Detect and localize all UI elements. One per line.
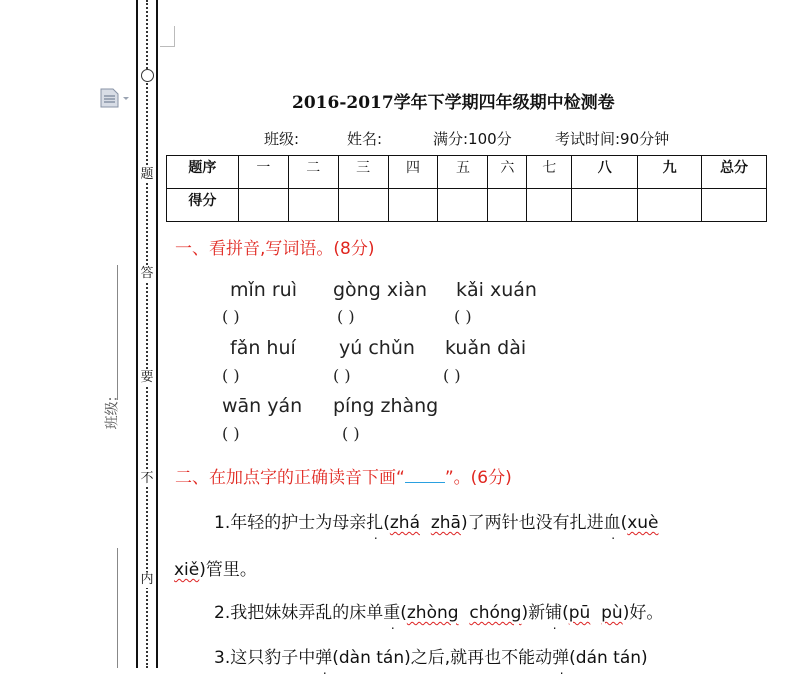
margin-dotted-line <box>146 0 148 668</box>
dotted-char: 血 <box>603 513 621 533</box>
answer-blank[interactable]: ( ) <box>333 366 351 385</box>
question-1-line-2 <box>174 555 257 580</box>
question-2-line <box>214 598 663 623</box>
score-input-cell[interactable] <box>288 189 338 222</box>
question-text: )好。 <box>622 603 664 623</box>
score-input-cell[interactable] <box>572 189 638 222</box>
dotted-char: 扎 <box>366 513 384 533</box>
pinyin-item: kǎi xuán <box>456 279 537 301</box>
pinyin-option[interactable]: zhòng <box>406 603 459 623</box>
underline-sample <box>405 468 445 483</box>
table-cell: 八 <box>572 156 638 189</box>
score-input-cell[interactable] <box>388 189 438 222</box>
pinyin-item: gòng xiàn <box>333 279 428 301</box>
question-text: 2.我把妹妹弄乱的床单 <box>214 603 384 623</box>
pinyin-option[interactable]: pū <box>568 603 591 623</box>
info-time: 考试时间:90分钟 <box>555 130 670 148</box>
margin-char-2: 答 <box>140 266 154 281</box>
pinyin-option[interactable]: chóng <box>469 603 522 623</box>
answer-blank[interactable]: ( ) <box>222 424 240 443</box>
score-input-cell[interactable] <box>702 189 767 222</box>
question-text: ( <box>620 513 628 533</box>
question-1-line <box>214 508 659 533</box>
side-class-label: 班级: <box>104 396 121 430</box>
dotted-char: 弹 <box>552 648 570 668</box>
margin-bar-left <box>136 0 138 668</box>
score-table-row <box>167 189 767 222</box>
pinyin-item: mǐn ruì <box>230 279 298 301</box>
page-title: 2016-2017学年下学期四年级期中检测卷 <box>292 93 615 113</box>
answer-blank[interactable]: ( ) <box>222 307 240 326</box>
score-input-cell[interactable] <box>638 189 702 222</box>
table-cell: 五 <box>438 156 488 189</box>
score-input-cell[interactable] <box>488 189 527 222</box>
question-text: ( <box>562 603 569 623</box>
answer-blank[interactable]: ( ) <box>443 366 461 385</box>
info-name: 姓名: <box>347 130 383 148</box>
score-input-cell[interactable] <box>527 189 572 222</box>
section1-heading: 一、看拼音,写词语。(8分) <box>175 239 375 259</box>
table-cell: 九 <box>638 156 702 189</box>
question-text: ( <box>400 603 407 623</box>
dotted-char: 重 <box>383 603 401 623</box>
question-text: ( <box>383 513 390 533</box>
answer-blank[interactable]: ( ) <box>342 424 360 443</box>
info-class: 班级: <box>264 130 300 148</box>
margin-char-4: 不 <box>140 471 154 486</box>
table-cell: 得分 <box>167 189 239 222</box>
table-cell: 二 <box>288 156 338 189</box>
page-corner-mark <box>160 26 175 47</box>
answer-blank[interactable]: ( ) <box>337 307 355 326</box>
question-text: )了两针也没有扎进 <box>460 513 604 533</box>
question-3-line <box>214 643 648 668</box>
pinyin-item: wān yán <box>222 395 303 417</box>
table-cell: 一 <box>238 156 288 189</box>
binding-hole-icon <box>141 69 154 82</box>
margin-char-5: 内 <box>140 572 154 587</box>
dotted-char: 铺 <box>545 603 563 623</box>
dotted-char: 弹 <box>315 648 333 668</box>
table-cell: 三 <box>338 156 388 189</box>
pinyin-item: kuǎn dài <box>445 337 527 359</box>
section2-heading-end: ”。(6分) <box>444 468 512 488</box>
side-divider-top <box>117 265 118 400</box>
pinyin-option[interactable]: zhá <box>389 513 420 533</box>
question-text: 1.年轻的护士为母亲 <box>214 513 367 533</box>
margin-bar-right <box>156 0 158 668</box>
pinyin-option[interactable]: xuè <box>627 513 659 533</box>
table-cell: 四 <box>388 156 438 189</box>
document-icon[interactable] <box>100 88 130 112</box>
pinyin-option[interactable]: xiě <box>174 560 200 580</box>
table-cell: 七 <box>527 156 572 189</box>
score-input-cell[interactable] <box>438 189 488 222</box>
pinyin-item: fǎn huí <box>230 337 296 359</box>
score-table-header <box>167 156 767 189</box>
question-text: (dán tán) <box>569 648 648 668</box>
section2-heading-start: 二、在加点字的正确读音下画“ <box>175 468 405 488</box>
score-input-cell[interactable] <box>238 189 288 222</box>
question-text: (dàn tán)之后,就再也不能动 <box>332 648 553 668</box>
answer-blank[interactable]: ( ) <box>454 307 472 326</box>
table-cell: 题序 <box>167 156 239 189</box>
pinyin-item: píng zhàng <box>333 395 439 417</box>
pinyin-item: yú chǔn <box>339 337 415 359</box>
question-text: 3.这只豹子中 <box>214 648 316 668</box>
table-cell: 六 <box>488 156 527 189</box>
score-input-cell[interactable] <box>338 189 388 222</box>
pinyin-option[interactable]: pù <box>601 603 623 623</box>
question-text: )新 <box>521 603 546 623</box>
side-divider-bottom <box>117 548 118 668</box>
table-cell: 总分 <box>702 156 767 189</box>
pinyin-option[interactable]: zhā <box>430 513 461 533</box>
margin-char-1: 题 <box>140 167 154 182</box>
info-full-score: 满分:100分 <box>433 130 512 148</box>
score-table <box>166 155 767 222</box>
question-text: )管里。 <box>199 560 257 580</box>
section2-heading <box>175 463 512 488</box>
answer-blank[interactable]: ( ) <box>222 366 240 385</box>
margin-char-3: 要 <box>140 370 154 385</box>
